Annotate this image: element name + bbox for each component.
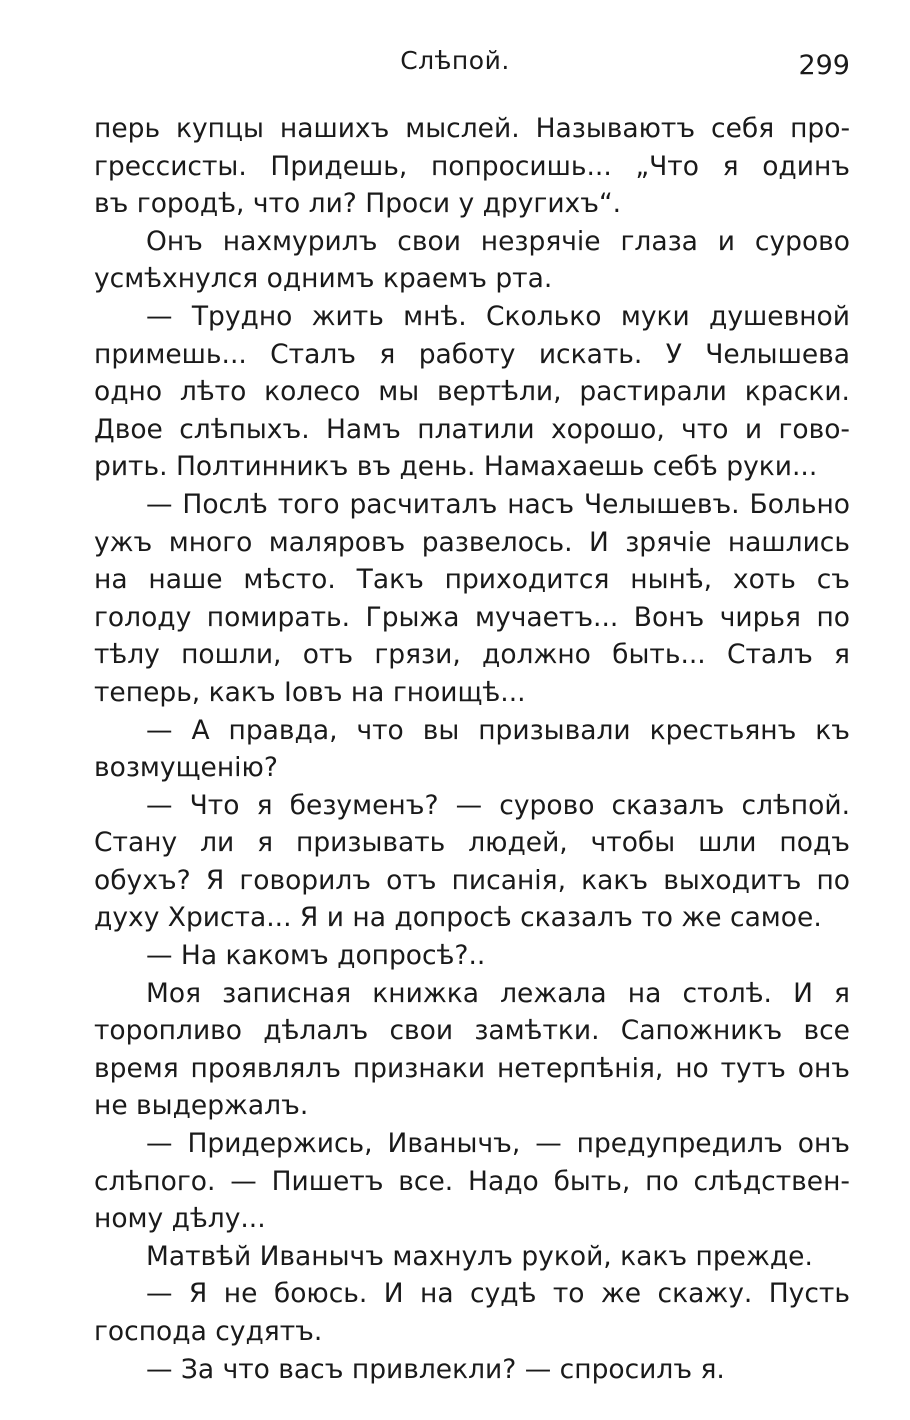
text-line: тѣлу пошли, отъ грязи, должно быть... Сталъ я — [94, 639, 850, 671]
text-line: Стану ли я призывать людей, чтобы шли подъ — [94, 827, 850, 859]
text-line: примешь... Сталъ я работу искать. У Челышева — [94, 338, 850, 370]
text-line: — Трудно жить мнѣ. Сколько муки душевной — [146, 300, 850, 332]
text-line: — Что я безуменъ? — сурово сказалъ слѣпой. — [146, 789, 850, 821]
text-line: одно лѣто колесо мы вертѣли, растирали краски. — [94, 376, 850, 408]
text-line: — Послѣ того расчиталъ насъ Челышевъ. Больно — [146, 488, 850, 520]
text-line: усмѣхнулся однимъ краемъ рта. — [94, 263, 553, 295]
text-line: Двое слѣпыхъ. Намъ платили хорошо, что и гово- — [94, 413, 850, 445]
text-line: рить. Полтинникъ въ день. Намахаешь себѣ руки... — [94, 451, 818, 483]
text-line: Матвѣй Иванычъ махнулъ рукой, какъ прежде. — [146, 1240, 813, 1272]
text-line: господа судятъ. — [94, 1316, 323, 1347]
text-line: духу Христа... Я и на допросѣ сказалъ то же самое. — [94, 902, 822, 934]
running-title: Слѣпой. — [400, 46, 510, 75]
text-line: — На какомъ допросѣ?.. — [146, 940, 486, 972]
text-line: время проявлялъ признаки нетерпѣнія, но тутъ онъ — [94, 1052, 850, 1084]
page-number: 299 — [798, 50, 850, 81]
text-line: на наше мѣсто. Такъ приходится нынѣ, хоть съ — [94, 564, 850, 596]
text-line: голоду помирать. Грыжа мучаетъ... Вонъ чирья по — [94, 601, 850, 633]
text-line: Онъ нахмурилъ свои незрячіе глаза и сурово — [146, 225, 850, 257]
text-line: Моя записная книжка лежала на столѣ. И я — [146, 977, 850, 1009]
text-line: не выдержалъ. — [94, 1090, 309, 1122]
text-line: — А правда, что вы призывали крестьянъ къ — [146, 714, 850, 746]
text-line: — За что васъ привлекли? — спросилъ я. — [146, 1353, 725, 1385]
text-line: грессисты. Придешь, попросишь... „Что я одинъ — [94, 150, 850, 182]
text-line: ному дѣлу... — [94, 1203, 266, 1235]
text-line: ужъ много маляровъ развелось. И зрячіе нашлись — [94, 526, 850, 558]
text-line: возмущенію? — [94, 752, 278, 784]
text-line: перь купцы нашихъ мыслей. Называютъ себя про- — [94, 113, 850, 144]
text-line: слѣпого. — Пишетъ все. Надо быть, по слѣдствен- — [94, 1165, 850, 1197]
text-line: теперь, какъ Іовъ на гноищѣ... — [94, 676, 526, 708]
text-line: въ городѣ, что ли? Проси у другихъ“. — [94, 188, 622, 220]
text-line: — Придержись, Иванычъ, — предупредилъ онъ — [146, 1128, 850, 1160]
text-line: — Я не боюсь. И на судѣ то же скажу. Пусть — [146, 1278, 850, 1310]
text-line: торопливо дѣлалъ свои замѣтки. Сапожникъ все — [94, 1015, 850, 1047]
text-line: обухъ? Я говорилъ отъ писанія, какъ выходитъ по — [94, 864, 850, 896]
body-text — [94, 110, 850, 1388]
